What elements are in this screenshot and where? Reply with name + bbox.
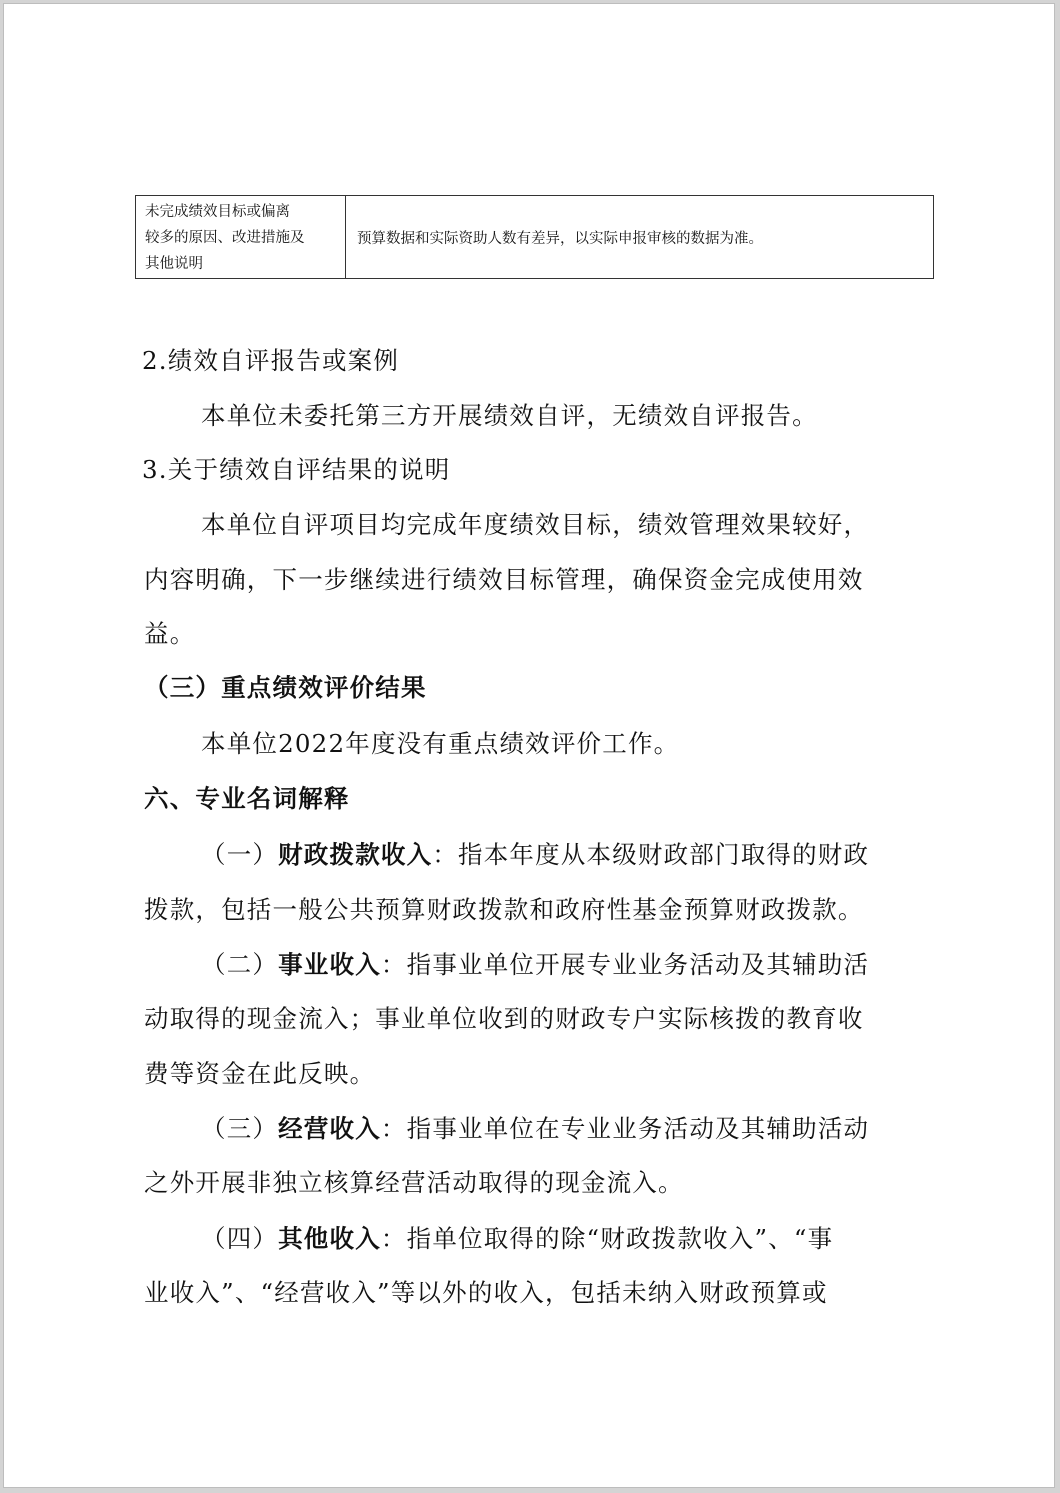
term-number: （四） xyxy=(201,1224,279,1253)
performance-table xyxy=(135,195,934,279)
term-item-2-line-3: 费等资金在此反映。 xyxy=(144,1059,376,1088)
term-number: （三） xyxy=(201,1114,279,1143)
term-number: （二） xyxy=(201,950,279,979)
section-2-paragraph: 本单位未委托第三方开展绩效自评，无绩效自评报告。 xyxy=(201,401,818,430)
term-definition: ：指单位取得的除“财政拨款收入”、“事 xyxy=(380,1224,834,1253)
term-item-2-first-line xyxy=(4,946,1060,981)
term-item-3-line-2: 之外开展非独立核算经营活动取得的现金流入。 xyxy=(144,1168,684,1197)
term-name: 财政拨款收入 xyxy=(278,840,433,869)
term-name: 事业收入 xyxy=(278,950,381,979)
term-definition: ：指本年度从本级财政部门取得的财政 xyxy=(432,840,870,869)
table-label-cell: 未完成绩效目标或偏离 较多的原因、改进措施及 其他说明 xyxy=(136,196,346,278)
term-number: （一） xyxy=(201,840,279,869)
key-evaluation-paragraph: 本单位2022年度没有重点绩效评价工作。 xyxy=(201,729,680,758)
term-definition: ：指事业单位开展专业业务活动及其辅助活 xyxy=(380,950,870,979)
section-6-heading: 六、专业名词解释 xyxy=(144,784,350,813)
section-2-heading: 2.绩效自评报告或案例 xyxy=(142,346,400,375)
term-item-1-line-2: 拨款，包括一般公共预算财政拨款和政府性基金预算财政拨款。 xyxy=(144,895,864,924)
term-item-3-first-line xyxy=(4,1110,1060,1145)
term-item-1-first-line xyxy=(4,836,1060,871)
key-evaluation-heading: （三）重点绩效评价结果 xyxy=(144,673,427,702)
section-3-line-1: 本单位自评项目均完成年度绩效目标，绩效管理效果较好， xyxy=(201,510,870,539)
term-item-2-line-2: 动取得的现金流入；事业单位收到的财政专户实际核拨的教育收 xyxy=(144,1004,864,1033)
table-value-cell: 预算数据和实际资助人数有差异，以实际申报审核的数据为准。 xyxy=(357,230,763,247)
term-definition: ：指事业单位在专业业务活动及其辅助活动 xyxy=(380,1114,870,1143)
section-3-heading: 3.关于绩效自评结果的说明 xyxy=(142,455,451,484)
term-item-4-line-2: 业收入”、“经营收入”等以外的收入，包括未纳入财政预算或 xyxy=(144,1278,828,1307)
term-name: 经营收入 xyxy=(278,1114,381,1143)
document-page xyxy=(3,3,1055,1488)
term-name: 其他收入 xyxy=(278,1224,381,1253)
section-3-line-2: 内容明确，下一步继续进行绩效目标管理，确保资金完成使用效 xyxy=(144,565,864,594)
section-3-line-3: 益。 xyxy=(144,619,196,648)
term-item-4-first-line xyxy=(4,1220,1060,1255)
